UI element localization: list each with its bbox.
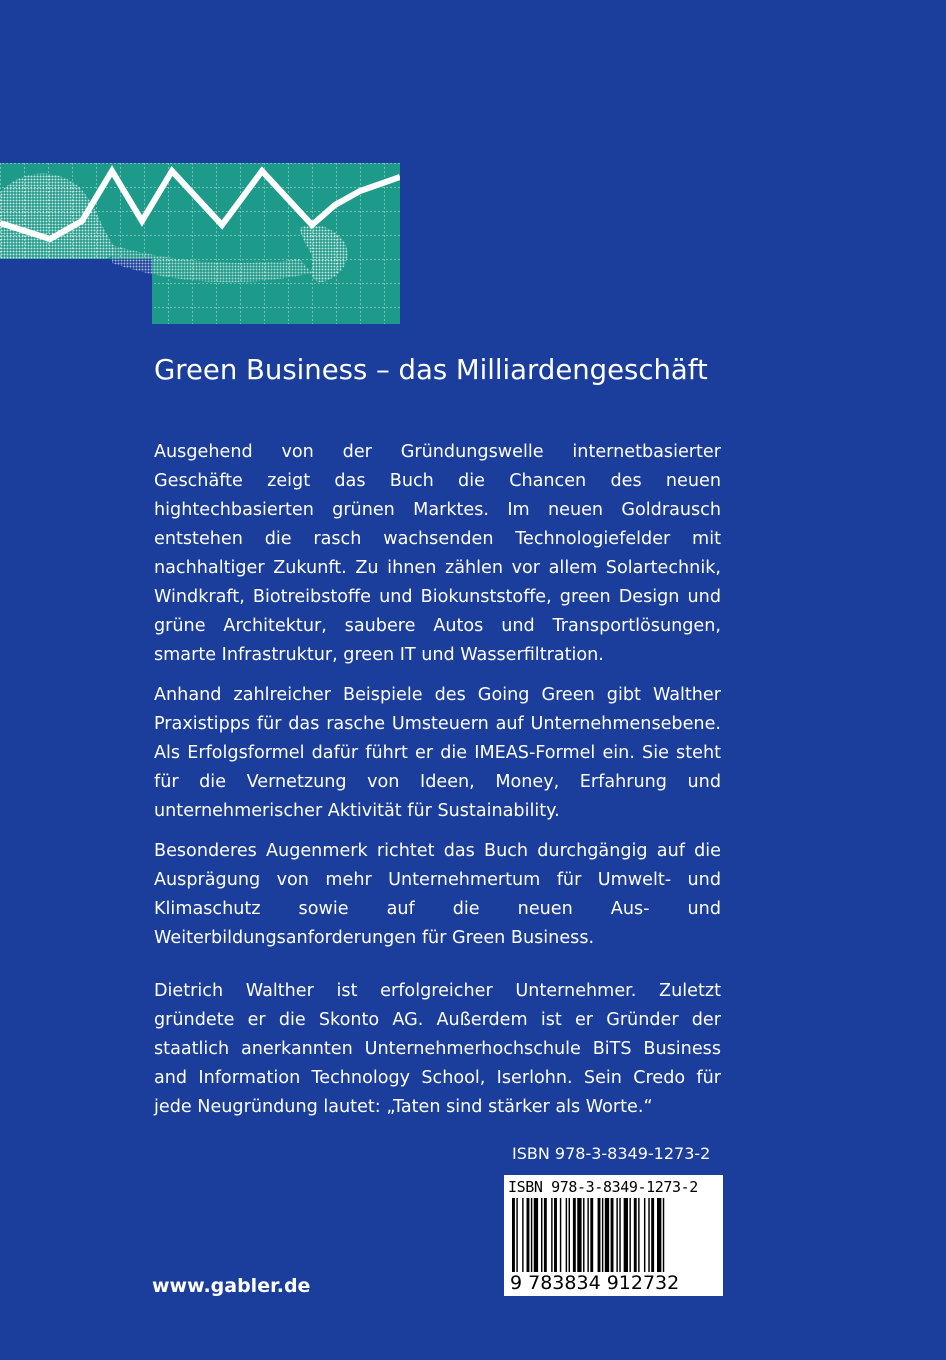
barcode-bar (624, 1198, 628, 1272)
barcode-bar (598, 1198, 601, 1272)
cover-chart-graphic (0, 163, 400, 324)
barcode-bar (551, 1198, 552, 1272)
barcode-bar (583, 1198, 584, 1272)
barcode-bar (590, 1198, 593, 1272)
barcode-bar (531, 1198, 532, 1272)
barcode-bar (657, 1198, 661, 1272)
barcode-bar (516, 1198, 517, 1272)
barcode-isbn-text: ISBN 978-3-8349-1273-2 (508, 1178, 698, 1196)
barcode-bar (534, 1198, 538, 1272)
barcode-bar (644, 1198, 645, 1272)
publisher-url: www.gabler.de (152, 1275, 311, 1297)
isbn-label: ISBN 978-3-8349-1273-2 (512, 1144, 711, 1163)
description-paragraph-1: Ausgehend von der Gründungswelle internetbasierter Geschäfte zeigt das Buch die Chancen des neuen hightechbasierten grünen Marktes. Im neuen Goldrausch entstehen die rasch wachsenden Technologiefelder mit nachhaltiger Zukunft. Zu ihnen zählen vor allem Solartechnik, Windkraft, Biotreibstoffe und Biokunststoffe, green Design und grüne Architektur, saubere Autos und Transportlösungen, smarte Infrastruktur, green IT und Wasserfiltration. (154, 442, 721, 665)
barcode-bar (651, 1198, 654, 1272)
barcode-bar (629, 1198, 630, 1272)
barcode-bar (541, 1198, 542, 1272)
barcode-bar (587, 1198, 588, 1272)
barcode-bar (569, 1198, 570, 1272)
barcode-bar (512, 1198, 515, 1272)
book-title: Green Business – das Milliardengeschäft (154, 354, 708, 386)
barcode-box (504, 1175, 723, 1296)
barcode-bar (566, 1198, 567, 1272)
barcode-bar (611, 1198, 614, 1272)
barcode-bar (602, 1198, 603, 1272)
barcode-bar (577, 1198, 581, 1272)
author-bio-paragraph: Dietrich Walther ist erfolgreicher Unternehmer. Zuletzt gründete er die Skonto AG. Außerdem ist er Gründer der staatlich anerkannten Unternehmerhochschule BiTS Business and Information Technology School, Iserlohn. Sein Credo für jede Neugründung lautet: „Taten sind stärker als Worte.“ (154, 981, 721, 1117)
barcode-digits: 9 783834 912732 (510, 1272, 680, 1294)
barcode-icon (510, 1198, 718, 1272)
barcode-bar (522, 1198, 523, 1272)
description-paragraph-3: Besonderes Augenmerk richtet das Buch durchgängig auf die Ausprägung von mehr Unternehmertum für Umwelt- und Klimaschutz sowie auf die neuen Aus- und Weiterbildungsanforderungen für Green Business. (154, 841, 721, 948)
barcode-bar (619, 1198, 620, 1272)
barcode-bar (554, 1198, 557, 1272)
barcode-bar (544, 1198, 547, 1272)
description-paragraph-2: Anhand zahlreicher Beispiele des Going Green gibt Walther Praxistipps für das rasche Umsteuern auf Unternehmensebene. Als Erfolgsformel dafür führt er die IMEAS-Formel ein. Sie steht für die Vernetzung von Ideen, Money, Erfahrung und unternehmerischer Aktivität für Sustainability. (154, 685, 721, 821)
barcode-bar (573, 1198, 576, 1272)
barcode-bar (634, 1198, 637, 1272)
barcode-bar (527, 1198, 530, 1272)
barcode-bar (616, 1198, 617, 1272)
barcode-bar (560, 1198, 561, 1272)
barcode-bar (605, 1198, 609, 1272)
barcode-bar (648, 1198, 649, 1272)
barcode-bar (663, 1198, 664, 1272)
barcode-bar (638, 1198, 639, 1272)
